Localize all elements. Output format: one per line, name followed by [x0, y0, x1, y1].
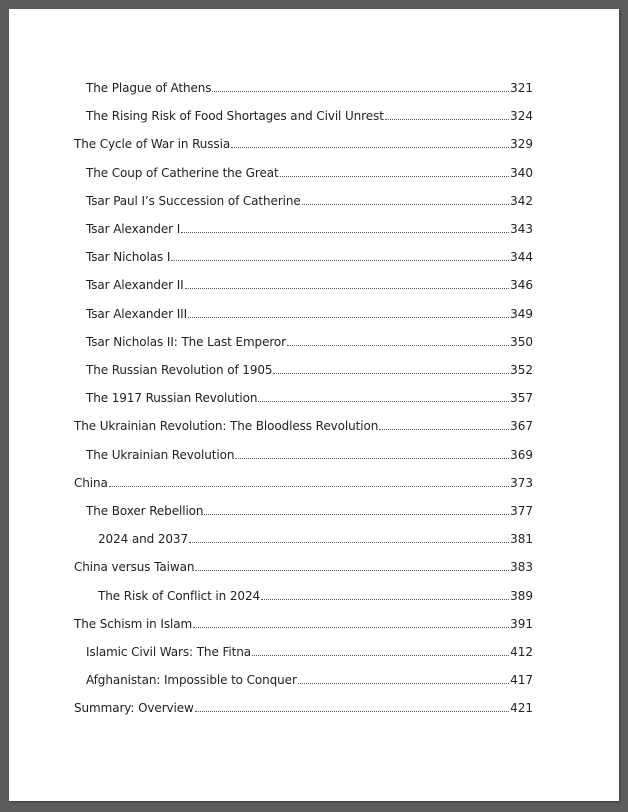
toc-entry-title: Tsar Alexander II — [86, 278, 184, 293]
toc-dot-leader — [273, 373, 509, 374]
toc-entry[interactable] — [86, 218, 533, 236]
toc-dot-leader — [188, 317, 509, 318]
toc-entry-page-number: 417 — [510, 673, 533, 688]
toc-entry[interactable] — [74, 556, 533, 574]
toc-dot-leader — [231, 147, 509, 148]
toc-dot-leader — [287, 345, 509, 346]
toc-entry-page-number: 352 — [510, 363, 533, 377]
toc-dot-leader — [189, 542, 509, 543]
toc-entry-page-number: 321 — [510, 81, 533, 95]
toc-dot-leader — [235, 458, 509, 459]
toc-entry-page-number: 367 — [510, 419, 533, 434]
toc-entry[interactable] — [74, 133, 533, 151]
toc-entry[interactable] — [86, 105, 533, 123]
toc-dot-leader — [212, 91, 509, 92]
toc-entry[interactable] — [86, 274, 533, 292]
toc-entry-page-number: 357 — [510, 391, 533, 406]
toc-entry[interactable] — [86, 359, 533, 377]
toc-dot-leader — [195, 711, 509, 712]
toc-entry-title: 2024 and 2037 — [98, 532, 188, 547]
toc-entry[interactable] — [86, 246, 533, 264]
toc-entry-page-number: 350 — [510, 334, 533, 349]
toc-entry[interactable] — [86, 331, 533, 349]
toc-entry-title: Tsar Paul I’s Succession of Catherine — [86, 193, 301, 208]
toc-entry-title: The Risk of Conflict in 2024 — [98, 588, 261, 603]
toc-entry-title: Islamic Civil Wars: The Fitna — [86, 645, 251, 659]
toc-entry-page-number: 329 — [510, 137, 533, 152]
toc-entry-page-number: 369 — [510, 447, 533, 462]
toc-entry-title: Summary: Overview — [74, 701, 194, 716]
toc-entry-title: The Plague of Athens — [86, 81, 212, 95]
toc-entry[interactable] — [86, 500, 533, 518]
toc-entry-title: The Cycle of War in Russia — [74, 137, 231, 152]
toc-dot-leader — [379, 429, 509, 430]
toc-entry-page-number: 381 — [510, 532, 533, 547]
toc-entry-title: Tsar Nicholas I — [86, 250, 171, 265]
toc-dot-leader — [252, 655, 509, 656]
toc-dot-leader — [171, 260, 509, 261]
toc-entry-title: The Ukrainian Revolution — [86, 447, 235, 462]
toc-entry[interactable] — [86, 641, 533, 659]
toc-entry-title: Tsar Nicholas II: The Last Emperor — [86, 334, 287, 349]
toc-entry-title: The Russian Revolution of 1905 — [86, 363, 273, 377]
toc-entry[interactable] — [86, 387, 533, 405]
toc-dot-leader — [181, 232, 509, 233]
toc-entry-page-number: 373 — [510, 475, 533, 490]
toc-dot-leader — [298, 683, 509, 684]
toc-entry-page-number: 344 — [510, 250, 533, 265]
toc-entry-page-number: 349 — [510, 306, 533, 321]
toc-entry-page-number: 340 — [510, 165, 533, 180]
toc-entry-page-number: 421 — [510, 701, 533, 716]
toc-dot-leader — [195, 570, 509, 571]
toc-entry-page-number: 377 — [510, 504, 533, 518]
toc-entry-title: Tsar Alexander III — [86, 306, 188, 321]
toc-entry-page-number: 383 — [510, 560, 533, 575]
toc-entry[interactable] — [74, 613, 533, 631]
toc-dot-leader — [302, 204, 509, 205]
toc-dot-leader — [258, 401, 509, 402]
toc-entry[interactable] — [86, 669, 533, 687]
toc-entry[interactable] — [74, 415, 533, 433]
toc-entry-page-number: 343 — [510, 222, 533, 236]
toc-dot-leader — [193, 627, 509, 628]
toc-entry-page-number: 324 — [510, 109, 533, 124]
toc-entry[interactable] — [86, 162, 533, 180]
toc-dot-leader — [204, 514, 509, 515]
toc-dot-leader — [185, 288, 509, 289]
toc-entry-title: Tsar Alexander I — [86, 222, 181, 236]
toc-dot-leader — [385, 119, 509, 120]
toc-entry[interactable] — [74, 697, 533, 715]
toc-entry-page-number: 391 — [510, 616, 533, 631]
toc-entry-title: The Coup of Catherine the Great — [86, 165, 279, 180]
toc-entry-title: The Boxer Rebellion — [86, 504, 204, 518]
toc-dot-leader — [109, 486, 509, 487]
toc-entry-page-number: 389 — [510, 588, 533, 603]
toc-entry-title: The Ukrainian Revolution: The Bloodless Revolution — [74, 419, 379, 434]
toc-entry[interactable] — [98, 585, 533, 603]
toc-entry[interactable] — [98, 528, 533, 546]
toc-entry-title: China versus Taiwan — [74, 560, 195, 575]
document-page — [9, 9, 619, 801]
toc-entry[interactable] — [86, 303, 533, 321]
toc-entry[interactable] — [86, 190, 533, 208]
toc-dot-leader — [261, 599, 509, 600]
toc-entry-page-number: 342 — [510, 193, 533, 208]
toc-entry-title: The Rising Risk of Food Shortages and Civil Unrest — [86, 109, 384, 124]
toc-entry-title: The 1917 Russian Revolution — [86, 391, 258, 406]
toc-entry-page-number: 346 — [510, 278, 533, 293]
toc-entry-title: The Schism in Islam — [74, 616, 193, 631]
toc-entry[interactable] — [74, 472, 533, 490]
toc-entry-page-number: 412 — [510, 645, 533, 659]
toc-dot-leader — [280, 176, 510, 177]
toc-entry-title: China — [74, 475, 108, 490]
toc-entry-title: Afghanistan: Impossible to Conquer — [86, 673, 297, 688]
toc-entry[interactable] — [86, 444, 533, 462]
toc-entry[interactable] — [86, 77, 533, 95]
